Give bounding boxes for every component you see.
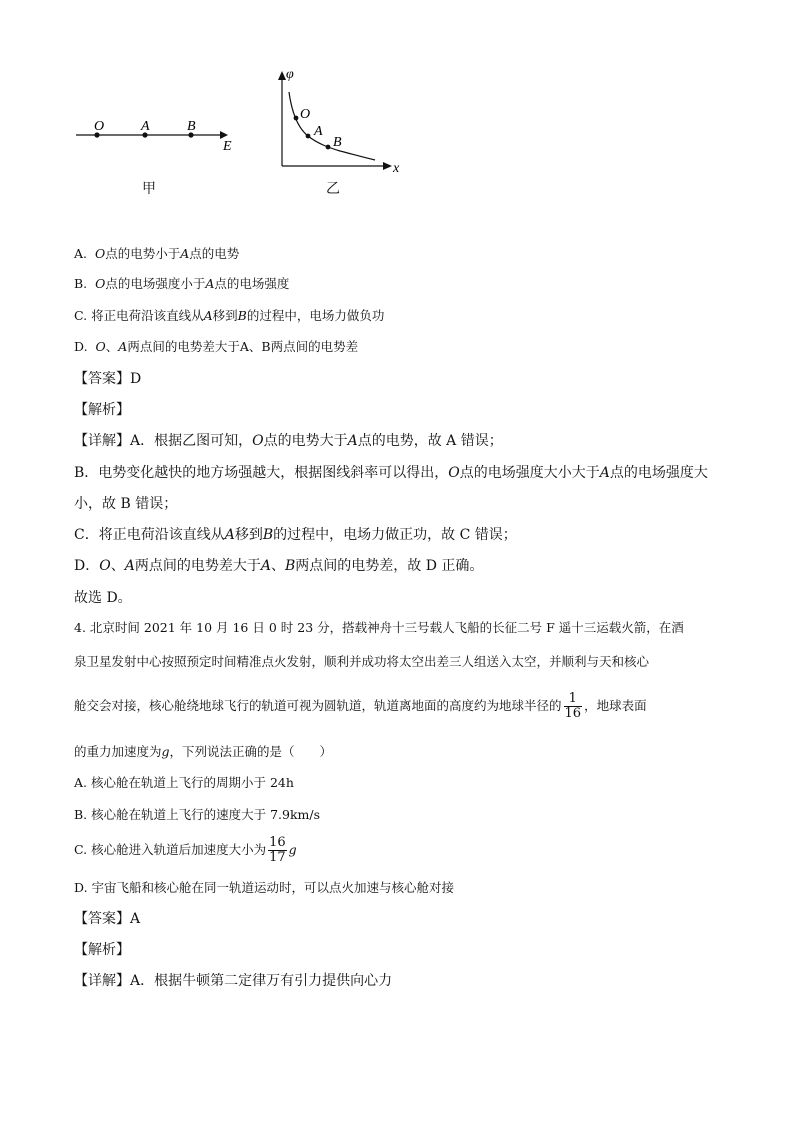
q4-option-b: B. 核心舱在轨道上飞行的速度大于 7.9km/s [74,807,321,822]
caption-jia: 甲 [142,181,156,197]
var: B [237,308,247,323]
text: ，地球表面 [584,698,647,713]
text: 的过程中，电场力做负功 [246,308,385,323]
q4-stem-line-1: 4. 北京时间 2021 年 10 月 16 日 0 时 23 分，搭载神舟十三号载人飞船的长征二号 F 遥十三运载火箭，在酒 [74,620,684,635]
q3-answer [74,369,141,389]
figure-yi [270,66,410,178]
text: 点的电势大于 [263,433,348,449]
label-e: E [223,139,232,154]
label-a: A [141,119,150,134]
curve-point-o [294,116,299,121]
fraction-1-16 [564,692,583,721]
q4-option-d: D. 宇宙飞船和核心舱在同一轨道运动时，可以点火加速与核心舱对接 [74,880,455,895]
text: 点的电势小于 [105,246,181,261]
text: 两点间的电势差大于 [127,339,240,354]
text: 、 [110,558,125,574]
numerator: 16 [269,835,286,850]
q4-option-c [74,832,297,868]
var: O [99,558,111,574]
text: 、 [248,339,262,354]
text: 舱交会对接，核心舱绕地球飞行的轨道可视为圆轨道，轨道离地面的高度约为地球半径的 [74,698,562,713]
option-marker: D. [74,339,88,354]
q4-detail-a: 【详解】A．根据牛顿第二定律万有引力提供向心力 [74,973,393,989]
var: A [118,339,128,354]
text: C. 核心舱进入轨道后加速度大小为 [74,842,267,857]
q4-stem-line-3 [74,688,647,724]
var-g: g [288,842,297,857]
text: ，下列说法正确的是（ ） [169,744,333,759]
field-arrow [220,131,228,139]
curve-point-a [306,134,311,139]
var: B [262,527,274,543]
x-axis-arrow [383,162,392,170]
option-marker: A. [74,246,88,261]
option-marker: B. [74,276,88,291]
q3-detail-c [74,525,517,545]
text: 的重力加速度为 [74,744,162,759]
var: O [448,465,460,481]
var: O [252,433,264,449]
q4-answer [74,909,140,929]
text: 点的电势，故 A 错误； [357,433,503,449]
answer-label: 【答案】 [74,911,130,927]
denominator: 17 [269,850,286,865]
q4-stem-line-2: 泉卫星发射中心按照预定时间精准点火发射，顺利并成功将太空出差三人组送入太空，并顺利与天和核心 [74,654,650,669]
text: 两点间的电势差 [270,339,359,354]
answer-value: D [130,371,142,387]
var: A [205,276,215,291]
var: A [599,465,610,481]
var: O [95,339,106,354]
q3-detail-a [74,431,503,451]
q4-option-a: A. 核心舱在轨道上飞行的周期小于 24h [74,775,294,790]
text: B．电势变化越快的地方场强越大，根据图线斜率可以得出， [74,465,449,481]
q3-detail-b [74,463,708,483]
q3-detail-b-cont: 小，故 B 错误； [74,496,178,512]
var-g: g [161,744,170,759]
text: 两点间的电势差，故 D 正确。 [295,558,484,574]
var: A [180,246,190,261]
text: 两点间的电势差大于 [134,558,261,574]
label-o: O [94,119,105,134]
text: 点的电场强度大 [609,465,708,481]
numerator: 1 [564,692,583,707]
caption-yi: 乙 [326,181,340,197]
var: O [94,246,106,261]
answer-label: 【答案】 [74,371,130,387]
curve-label-a: A [314,124,323,139]
text: 的过程中，电场力做正功，故 C 错误； [273,527,517,543]
text: 点的电场强度小于 [105,276,206,291]
text: 点的电势 [189,246,240,261]
label-phi: φ [286,67,294,82]
fraction-16-17 [268,836,287,865]
text: C. 将正电荷沿该直线从 [74,308,204,323]
var: O [95,276,106,291]
text: 点的电场强度 [214,276,290,291]
text: C．将正电荷沿该直线从 [74,527,225,543]
q3-analysis-label: 【解析】 [74,402,130,418]
y-axis-arrow [278,71,286,80]
q3-detail-d [74,556,483,576]
text: A [239,339,249,354]
q3-choice: 故选 D。 [74,590,132,606]
text: D． [74,558,100,574]
potential-curve [289,92,375,160]
var: A [203,308,213,323]
text: B [261,339,271,354]
q3-option-c [74,306,384,326]
var: A [124,558,135,574]
figure-jia [70,112,250,162]
curve-label-b: B [333,135,342,150]
var: A [224,527,235,543]
q4-stem-line-4 [74,742,332,762]
text: 、 [270,558,285,574]
denominator: 16 [564,706,582,721]
text: 移到 [234,527,263,543]
var: A [347,433,358,449]
text: 移到 [212,308,238,323]
q3-option-d [74,337,358,357]
text: 点的电场强度大小大于 [459,465,600,481]
q3-option-b [74,274,289,294]
label-b: B [187,119,196,134]
var: A [260,558,271,574]
q4-analysis-label: 【解析】 [74,942,130,958]
text: 【详解】A．根据乙图可知， [74,433,253,449]
answer-value: A [130,911,141,927]
curve-label-o: O [300,107,311,122]
text: 、 [105,339,119,354]
curve-point-b [326,145,331,150]
q3-option-a [74,244,239,264]
var: B [284,558,296,574]
label-x: x [393,161,400,176]
